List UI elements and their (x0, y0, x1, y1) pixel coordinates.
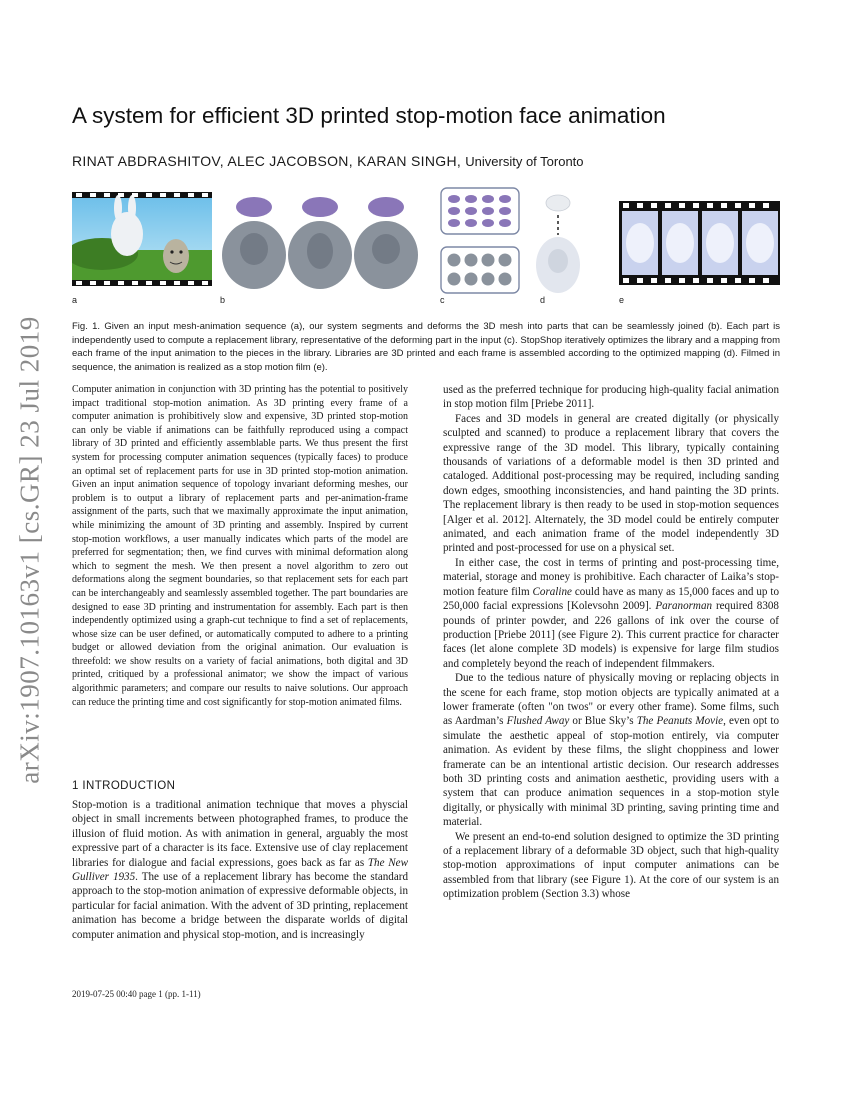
arxiv-sidebar-stamp (8, 300, 52, 800)
right-p3-text-a: In either case, the cost in terms of printing and post-processing time, material, storage and money is prohibitive. Each character of Laika’s stop-motion feature film (443, 556, 779, 598)
right-paragraph-2: Faces and 3D models in general are created digitally (or physically sculpted and scanned) to produce a replacement library that covers the expressive range of the 3D model. This library, typically containing thousands of variations of a deformable model is then 3D printed and cataloged. Additional post-processing may be required, including sanding down edges, smoothing inconsistencies, and hand painting the 3D prints. The replacement library is then ready to be used in stop-motion sequences [Alger et al. 2012]. Alternately, the 3D model could be entirely computer animated, and each animation frame of the model independently 3D printed and post-processed for use on a physical set. (443, 412, 779, 555)
section-heading-introduction: 1 INTRODUCTION (72, 780, 176, 792)
segmented-mesh-image (220, 187, 420, 293)
intro-p1-film-title: The New Gulliver 1935 (72, 856, 408, 884)
panel-label-a: a (72, 295, 78, 305)
right-paragraph-4 (443, 671, 779, 829)
introduction-left-column (72, 798, 408, 942)
right-paragraph-3 (443, 556, 779, 671)
panel-b-segmented-meshes (220, 187, 420, 293)
author-line (72, 153, 584, 169)
right-p4-film-1: Flushed Away (506, 715, 570, 728)
intro-paragraph-1 (72, 798, 408, 942)
film-strip-image (619, 201, 780, 285)
right-p3-film-2: Paranorman (655, 600, 713, 613)
arxiv-id: arXiv:1907.10163v1 [cs.GR] 23 Jul 2019 (14, 316, 45, 784)
right-p4-text-c: , even opt to simulate the aesthetic appeal of stop-motion entirely, via computer animation. As evident by these films, the slight choppiness and lower framerate can be an intentional artistic decision. Our research addresses both 3D printing costs and animation aesthetic, providing users with a system that can produce animation sequences in a stop-motion style digitally, or physically with minimal 3D printing, saving printing time and material. (443, 715, 780, 829)
figure-caption: Fig. 1. Given an input mesh-animation sequence (a), our system segments and deforms the 3D mesh into parts that can be seamlessly joined (b). Each part is independently used to compute a replacement library, representative of the deforming part in the input (c). StopShop iteratively optimizes the library and a mapping from each frame of the input animation to the pieces in the library. Libraries are 3D printed and each frame is assembled according to the optimized mapping (d). Filmed in sequence, the animation is realized as a stop motion film (e). (72, 321, 780, 373)
panel-label-b: b (220, 295, 226, 305)
right-p4-film-2: The Peanuts Movie (636, 715, 724, 728)
right-p3-text-c: required 8308 pounds of printer powder, and 226 gallons of ink over the course of production [Priebe 2011] (see Figure 2). This current practice for character faces (let alone complete 3D models) is expensive for large film studios and completely beyond the reach of independent filmmakers. (443, 600, 779, 670)
printed-assembly-image (534, 191, 584, 295)
right-paragraph-5: We present an end-to-end solution designed to optimize the 3D printing of a replacement library of a deformable 3D object, such that high-quality stop-motion approximations of input computer animations can be assembled from that library (see Figure 1). At the core of our system is an optimization problem (Section 3.3) whose (443, 830, 779, 901)
intro-p1-text-a: Stop-motion is a traditional animation technique that moves a physcial object in small increments between photographed frames, to produce the illusion of fluid motion. As with animation in general, arguably the most expressive part of a character is its face. Extensive use of clay replacement libraries for dialogue and facial expressions, goes back as far as (72, 799, 408, 869)
author-names: RINAT ABDRASHITOV, ALEC JACOBSON, KARAN SINGH, (72, 153, 462, 169)
affiliation: University of Toronto (465, 154, 584, 169)
right-p4-text-b: or Blue Sky’s (569, 715, 637, 728)
teaser-figure (72, 187, 780, 307)
film-still-image (72, 192, 212, 286)
panel-label-c: c (440, 295, 445, 305)
right-p3-text-b: could have as many as 15,000 faces and up to 250,000 facial expressions [Kolevsohn 2009]. (443, 585, 779, 613)
right-column (443, 383, 779, 902)
panel-a-film-still (72, 192, 212, 286)
right-p4-text-a: Due to the tedious nature of physically moving or replacing objects in the scene for each frame, stop motion objects are typically animated at a lower framerate (often "on twos" or every other frame). Some films, such as Aardman’s (443, 672, 779, 728)
abstract-text: Computer animation in conjunction with 3D printing has the potential to positively impact traditional stop-motion animation. As 3D printing every frame of a computer animation is prohibitively slow and expensive, 3D printed stop-motion can only be viable if animations can be faithfully reproduced using a compact library of 3D printed and efficiently assemblable parts. We thus present the first system for processing computer animation sequences (typically faces) to produce an optimal set of replacement parts for use in 3D printed stop-motion animation. Given an input animation sequence of topology invariant deforming meshes, our problem is to output a library of replacement parts and per-animation-frame assignment of the parts, such that we maximally approximate the input animation, while minimizing the amount of 3D printing and assembly. Inspired by current stop-motion workflows, a user manually indicates which parts of the model are preferred for segmentation; then, we find curves with minimal deformation along which to segment the mesh. We then present a novel algorithm to zero out deformations along the segment boundaries, so that replacement sets for each part can be interchangeably and seamlessly assembled together. The part boundaries are designed to ease 3D printing and instrumentation for assembly. Each part is then independently optimized using a graph-cut technique to find a set of replacements, whose size can be user defined, or automatically computed to adhere to a printing budget or allowed deviation from the original animation. Our evaluation is threefold: we show results on a variety of facial animations, both digital and 3D printed, critiqued by a professional animator; we show the impact of various algorithmic parameters; and compare our results to naive solutions. Our approach can reduce the printing time and cost significantly for stop-motion animated films. (72, 384, 408, 708)
panel-e-film-strip (619, 201, 780, 285)
panel-label-d: d (540, 295, 546, 305)
paper-title: A system for efficient 3D printed stop-motion face animation (72, 103, 666, 128)
right-p3-film-1: Coraline (532, 585, 572, 598)
page-footer: 2019-07-25 00:40 page 1 (pp. 1-11) (72, 989, 201, 999)
library-image (440, 187, 520, 295)
intro-p1-text-b: . The use of a replacement library has become the standard approach to the stop-motion animation of expressive deformable objects, in particular for facial animation. With the advent of 3D printing, replacement animation has become a bridge between the disparate worlds of digital computer animation and physical stop-motion, and is increasingly (72, 871, 408, 941)
panel-d-assembly (534, 191, 584, 295)
right-paragraph-1: used as the preferred technique for producing high-quality facial animation in stop motion film [Priebe 2011]. (443, 384, 779, 411)
panel-c-replacement-library (440, 187, 520, 295)
panel-label-e: e (619, 295, 625, 305)
abstract (72, 383, 408, 709)
